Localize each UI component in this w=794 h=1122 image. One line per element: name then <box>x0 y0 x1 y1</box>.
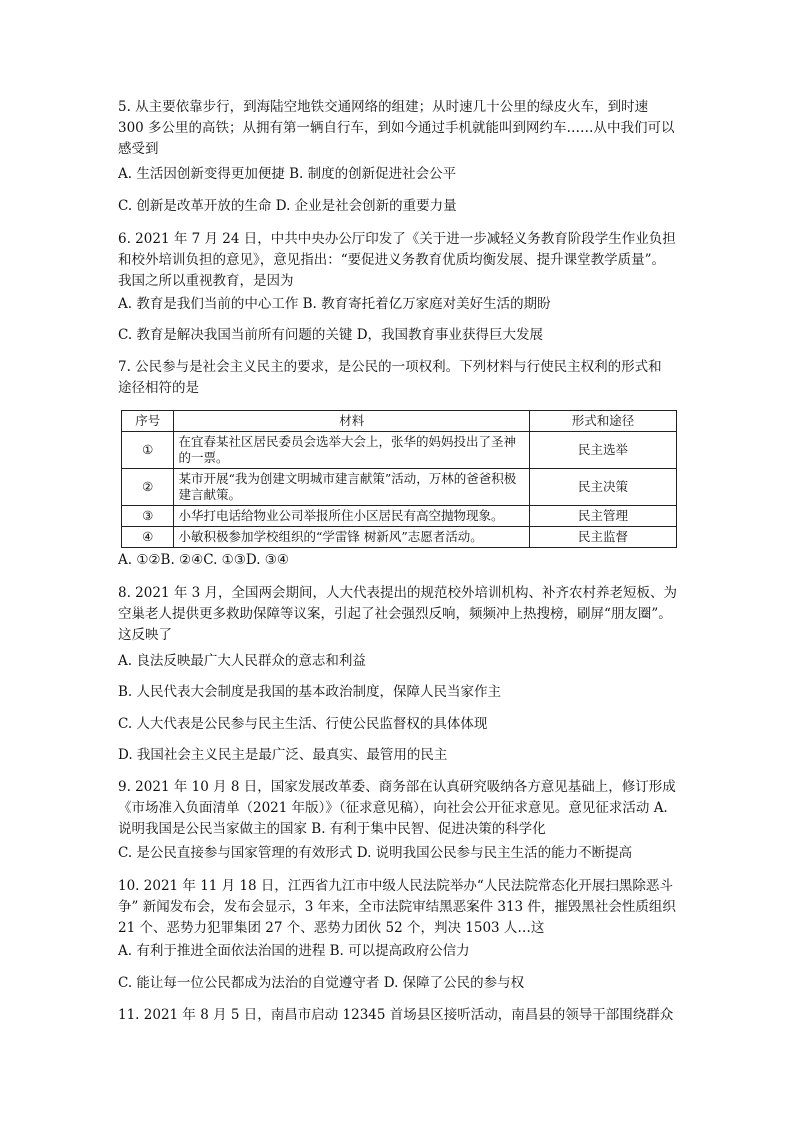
question-8-option-a: A. 良法反映最广大人民群众的意志和利益 <box>118 653 366 669</box>
row-form: 民主管理 <box>530 506 677 527</box>
table-header-row <box>122 411 677 432</box>
row-number: ③ <box>122 506 174 527</box>
row-material: 在宜春某社区居民委员会选举大会上，张华的妈妈投出了圣神的一票。 <box>174 432 530 469</box>
question-7-stem: 7. 公民参与是社会主义民主的要求，是公民的一项权利。下列材料与行使民主权利的形式和 途径相符的是 <box>118 359 666 396</box>
question-8-stem: 8. 2021 年 3 月，全国两会期间，人大代表提出的规范校外培训机构、补齐农村养老短板、为 空巢老人提供更多救助保障等议案，引起了社会强烈反响，频频冲上热搜榜，刷屏“朋友圈”。这反映了 <box>118 585 682 643</box>
question-10-options-cd: C. 能让每一位公民都成为法治的自觉遵守者 D. 保障了公民的参与权 <box>118 975 525 991</box>
question-10-stem: 10. 2021 年 11 月 18 日，江西省九江市中级人民法院举办“人民法院常态化开展扫黑除恶斗争” 新闻发布会，发布会显示，3 年来，全市法院审结黑恶案件 313 件，摧毁黑社会性质组织 21 个、恶势力犯罪集团 27 个、恶势力团伙 52 个，判决 1503 人…这 <box>118 878 681 936</box>
question-5-options-ab: A. 生活因创新变得更加便捷 B. 制度的创新促进社会公平 <box>118 166 457 182</box>
question-6-stem: 6. 2021 年 7 月 24 日，中共中央办公厅印发了《关于进一步减轻义务教育阶段学生作业负担和校外培训负担的意见》，意见指出：“要促进义务教育优质均衡发展、提升课堂教学质量”。 我国之所以重视教育，是因为 <box>118 231 676 289</box>
row-number: ① <box>122 432 174 469</box>
row-material: 某市开展“我为创建文明城市建言献策”活动，万林的爸爸积极建言献策。 <box>174 469 530 506</box>
row-number: ④ <box>122 527 174 548</box>
question-11-stem: 11. 2021 年 8 月 5 日，南昌市启动 12345 首场县区接听活动，南昌县的领导干部围绕群众 <box>118 1007 674 1023</box>
row-material: 小华打电话给物业公司举报所住小区居民有高空抛物现象。 <box>174 506 530 527</box>
question-6-options-ab: A. 教育是我们当前的中心工作 B. 教育寄托着亿万家庭对美好生活的期盼 <box>118 296 551 312</box>
table-row <box>122 432 677 469</box>
row-form: 民主选举 <box>530 432 677 469</box>
question-10-options-ab: A. 有利于推进全面依法治国的进程 B. 可以提高政府公信力 <box>118 943 470 959</box>
row-material: 小敏积极参加学校组织的“学雷锋 树新风”志愿者活动。 <box>174 527 530 548</box>
question-6-options-cd: C. 教育是解决我国当前所有问题的关键 D，我国教育事业获得巨大发展 <box>118 327 544 343</box>
question-8-option-b: B. 人民代表大会制度是我国的基本政治制度，保障人民当家作主 <box>118 684 502 700</box>
table-row <box>122 469 677 506</box>
header-form: 形式和途径 <box>530 411 677 432</box>
question-8-option-c: C. 人大代表是公民参与民主生活、行使公民监督权的具体体现 <box>118 716 488 732</box>
row-number: ② <box>122 469 174 506</box>
question-7-table <box>121 410 677 548</box>
question-9-options-cd: C. 是公民直接参与国家管理的有效形式 D. 说明我国公民参与民主生活的能力不断提高 <box>118 845 633 861</box>
header-number: 序号 <box>122 411 174 432</box>
header-material: 材料 <box>174 411 530 432</box>
question-5-options-cd: C. 创新是改革开放的生命 D. 企业是社会创新的重要力量 <box>118 198 457 214</box>
question-7-options: A. ①②B. ②④C. ①③D. ③④ <box>118 552 290 568</box>
question-5-stem: 5. 从主要依靠步行，到海陆空地铁交通网络的组建；从时速几十公里的绿皮火车，到时速 300 多公里的高铁；从拥有第一辆自行车，到如今通过手机就能叫到网约车……从中我们可以感受到 <box>118 99 675 157</box>
row-form: 民主决策 <box>530 469 677 506</box>
table-row <box>122 527 677 548</box>
question-9-stem: 9. 2021 年 10 月 8 日，国家发展改革委、商务部在认真研究吸纳各方意见基础上，修订形成《市场准入负面清单（2021 年版）》（征求意见稿），向社会公开征求意见。意见征求活动 A. 说明我国是公民当家做主的国家 B. 有利于集中民智、促进决策的科学化 <box>118 779 676 837</box>
table-row <box>122 506 677 527</box>
row-form: 民主监督 <box>530 527 677 548</box>
question-8-option-d: D. 我国社会主义民主是最广泛、最真实、最管用的民主 <box>118 747 448 763</box>
